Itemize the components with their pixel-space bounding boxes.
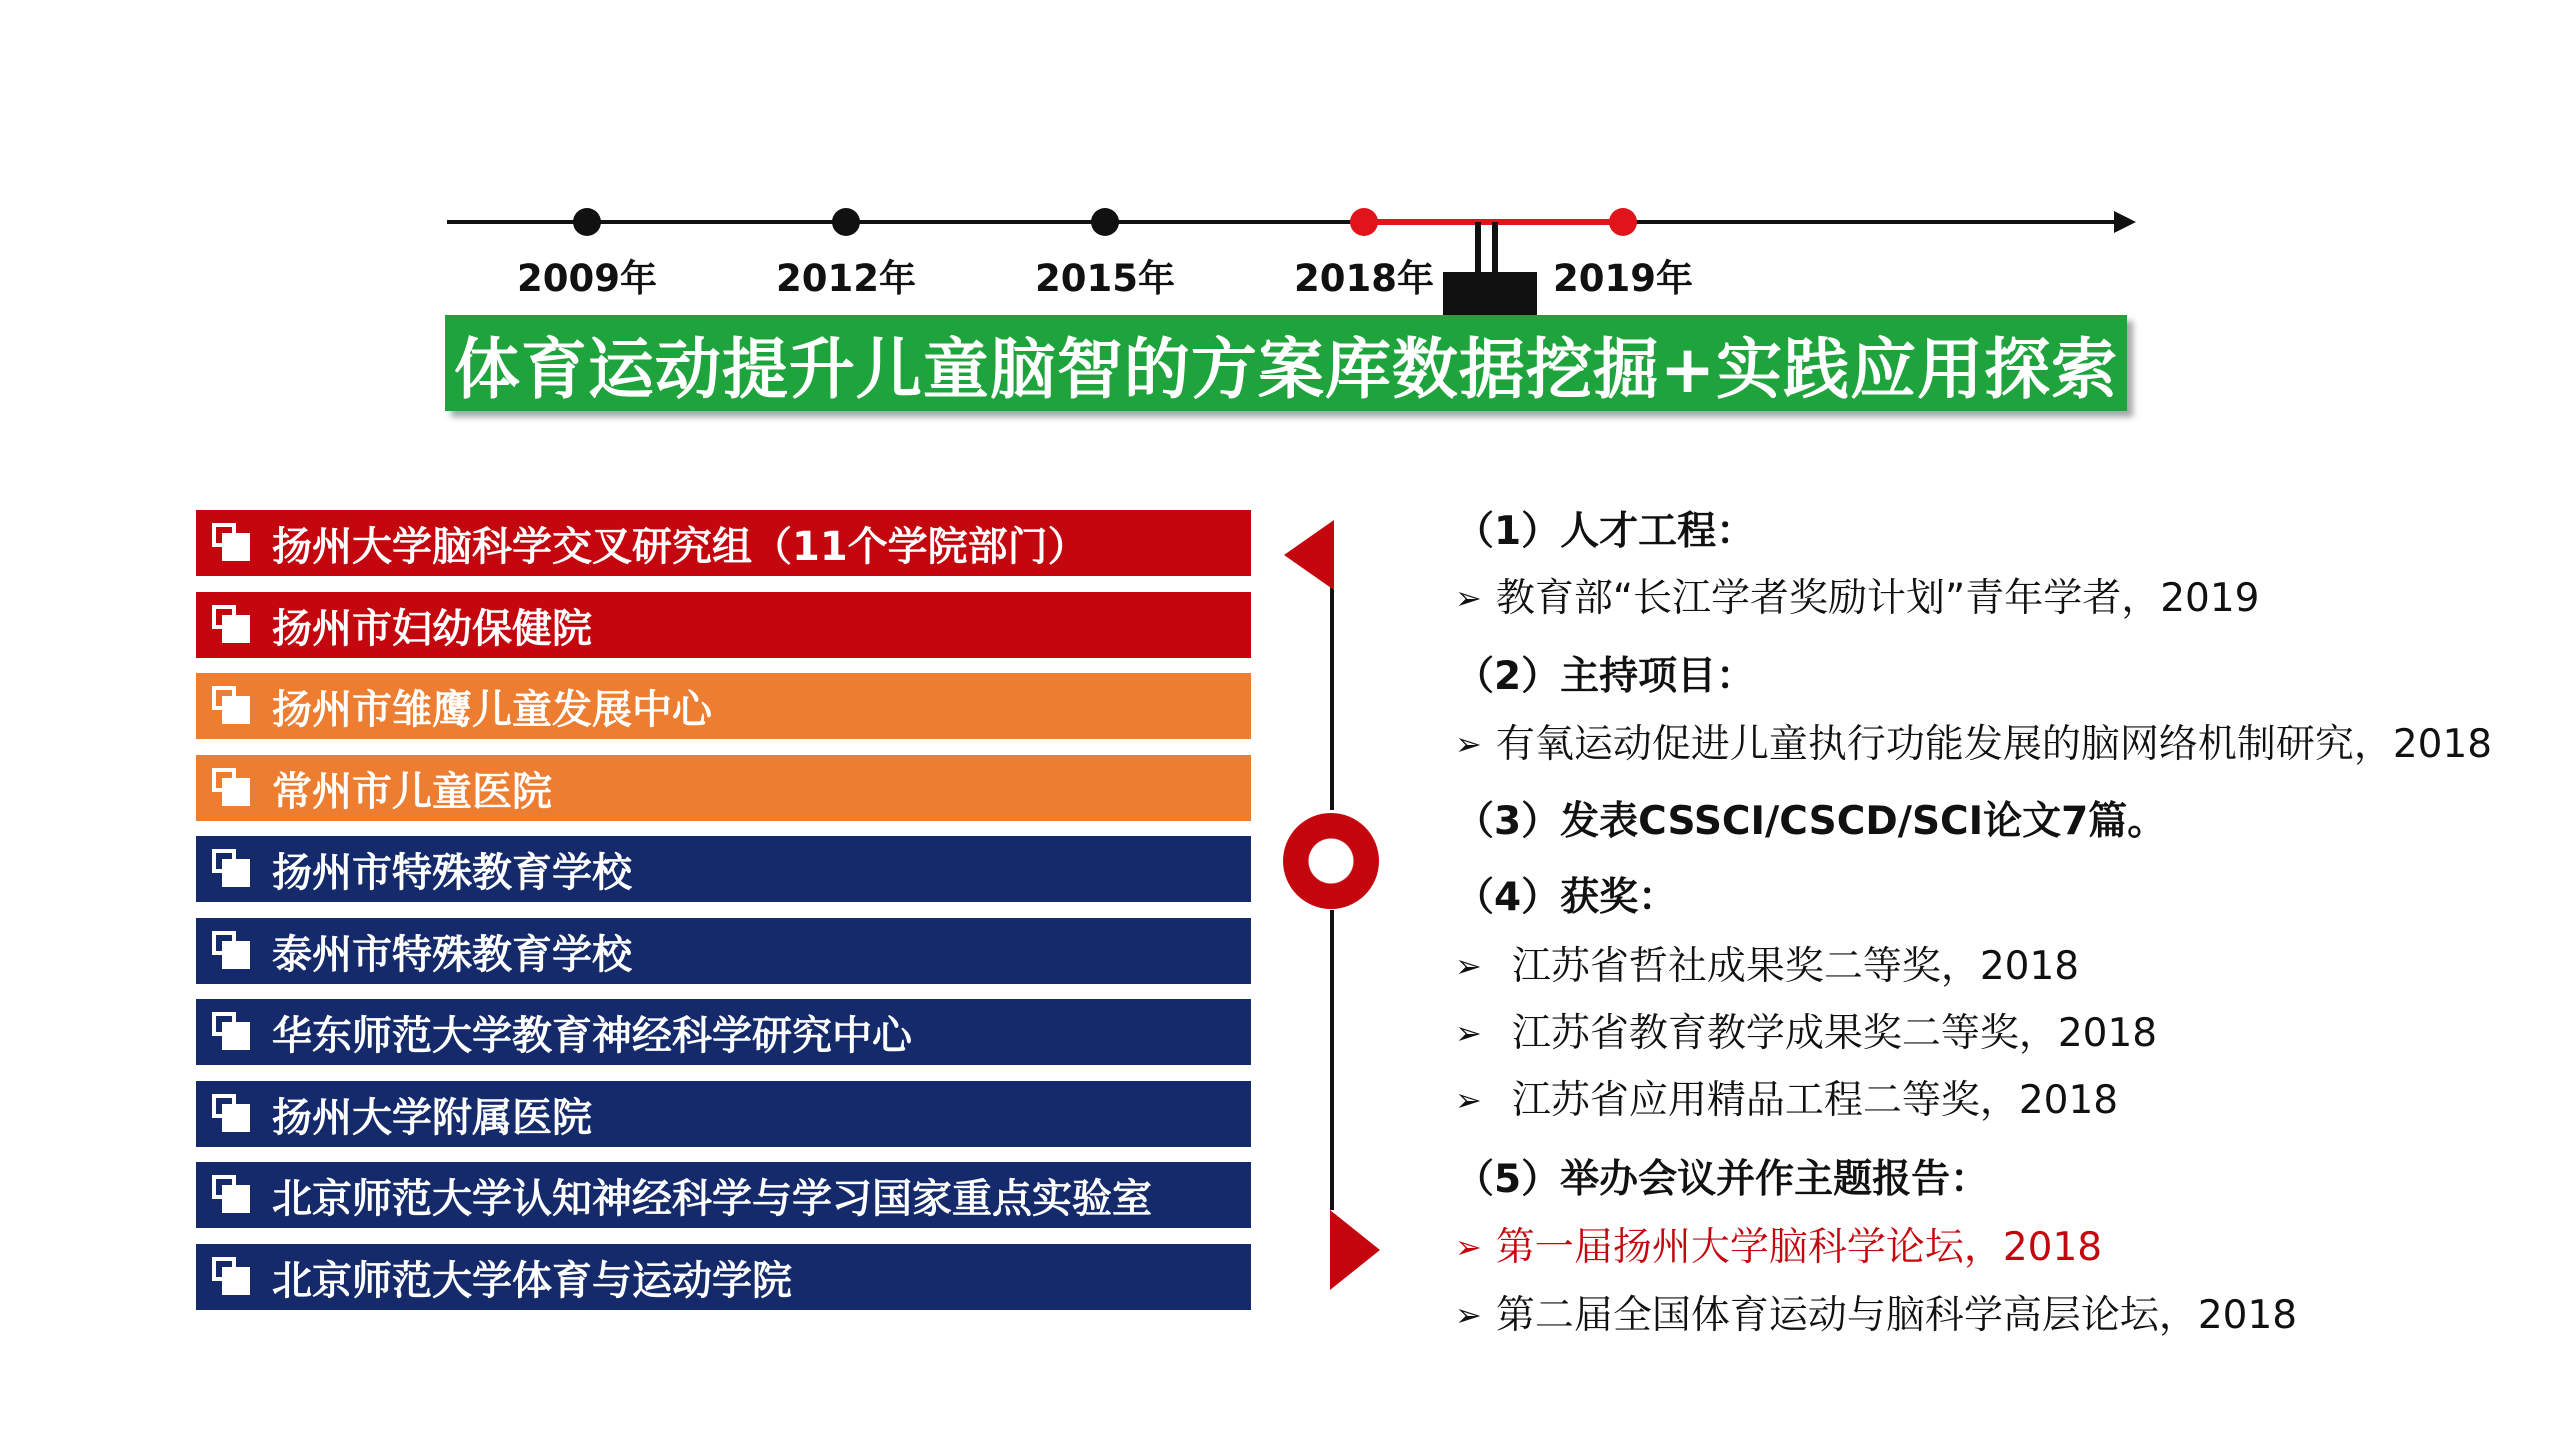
partner-item: [196, 510, 1251, 576]
partner-label: 扬州大学脑科学交叉研究组（11个学院部门）: [272, 523, 1088, 570]
award-item: ➢ 江苏省教育教学成果奖二等奖，2018: [1455, 1011, 2158, 1056]
timeline-year-label: 2018年: [1294, 257, 1434, 300]
stacked-squares-icon: [212, 1175, 252, 1215]
partner-label: 北京师范大学认知神经科学与学习国家重点实验室: [272, 1175, 1152, 1222]
stacked-squares-icon: [212, 523, 252, 563]
project-heading: （2）主持项目：: [1455, 654, 1756, 699]
bullet-arrow-icon: ➢: [1455, 1228, 1482, 1266]
awards-heading: （4）获奖：: [1455, 875, 1678, 920]
partner-label: 泰州市特殊教育学校: [272, 931, 632, 978]
timeline-dot-2019: [1609, 208, 1637, 236]
partner-item: [196, 673, 1251, 739]
bullet-arrow-icon: ➢: [1455, 947, 1482, 985]
partner-item: [196, 918, 1251, 984]
bullet-arrow-icon: ➢: [1455, 1296, 1482, 1334]
partner-item: [196, 1244, 1251, 1310]
bullet-arrow-icon: ➢: [1455, 725, 1482, 763]
stacked-squares-icon: [212, 1094, 252, 1134]
timeline-dot-2012: [832, 208, 860, 236]
stacked-squares-icon: [212, 1012, 252, 1052]
bullet-arrow-icon: ➢: [1455, 579, 1482, 617]
timeline-year-label: 2015年: [1035, 257, 1175, 300]
bullet-arrow-icon: ➢: [1455, 1014, 1482, 1052]
stacked-squares-icon: [212, 1257, 252, 1297]
timeline-year-label: 2012年: [776, 257, 916, 300]
talent-item: ➢ 教育部“长江学者奖励计划”青年学者，2019: [1455, 576, 2260, 621]
partner-label: 常州市儿童医院: [272, 768, 552, 815]
banner-stand-base: [1443, 272, 1537, 320]
title-banner: [445, 315, 2127, 411]
right-pointer-icon: [1330, 1210, 1380, 1290]
stacked-squares-icon: [212, 849, 252, 889]
stacked-squares-icon: [212, 605, 252, 645]
meeting-item: ➢ 第一届扬州大学脑科学论坛，2018: [1455, 1225, 2103, 1270]
banner-stand-post: [1475, 222, 1481, 272]
partner-item: [196, 836, 1251, 902]
stacked-squares-icon: [212, 686, 252, 726]
timeline-year-label: 2009年: [517, 257, 657, 300]
stacked-squares-icon: [212, 768, 252, 808]
papers-heading: （3）发表CSSCI/CSCD/SCI论文7篇。: [1455, 799, 2167, 844]
partner-item: [196, 999, 1251, 1065]
partner-item: [196, 1081, 1251, 1147]
partner-label: 扬州市特殊教育学校: [272, 849, 632, 896]
partner-label: 华东师范大学教育神经科学研究中心: [272, 1012, 912, 1059]
connector-ring-icon: [1283, 813, 1379, 909]
connector-graphic: [1280, 510, 1390, 1310]
partner-item: [196, 755, 1251, 821]
talent-heading: （1）人才工程：: [1455, 509, 1756, 554]
banner-stand-post: [1492, 222, 1498, 272]
bullet-arrow-icon: ➢: [1455, 1081, 1482, 1119]
meetings-heading: （5）举办会议并作主题报告：: [1455, 1157, 1990, 1202]
partner-label: 扬州市雏鹰儿童发展中心: [272, 686, 712, 733]
meeting-item: ➢ 第二届全国体育运动与脑科学高层论坛，2018: [1455, 1293, 2298, 1338]
award-item: ➢ 江苏省应用精品工程二等奖，2018: [1455, 1078, 2119, 1123]
left-pointer-icon: [1284, 520, 1334, 590]
partner-item: [196, 592, 1251, 658]
timeline-dot-2009: [573, 208, 601, 236]
partner-label: 扬州市妇幼保健院: [272, 605, 592, 652]
banner-title: 体育运动提升儿童脑智的方案库数据挖掘+实践应用探索: [453, 330, 2119, 408]
partner-label: 扬州大学附属医院: [272, 1094, 592, 1141]
timeline-year-label: 2019年: [1553, 257, 1693, 300]
stacked-squares-icon: [212, 931, 252, 971]
partner-item: [196, 1162, 1251, 1228]
timeline-axis: [447, 220, 2117, 224]
partner-label: 北京师范大学体育与运动学院: [272, 1257, 792, 1304]
timeline-dot-2018: [1350, 208, 1378, 236]
timeline-dot-2015: [1091, 208, 1119, 236]
project-item: ➢ 有氧运动促进儿童执行功能发展的脑网络机制研究，2018: [1455, 722, 2493, 767]
timeline-arrowhead: [2114, 211, 2136, 233]
award-item: ➢ 江苏省哲社成果奖二等奖，2018: [1455, 944, 2080, 989]
